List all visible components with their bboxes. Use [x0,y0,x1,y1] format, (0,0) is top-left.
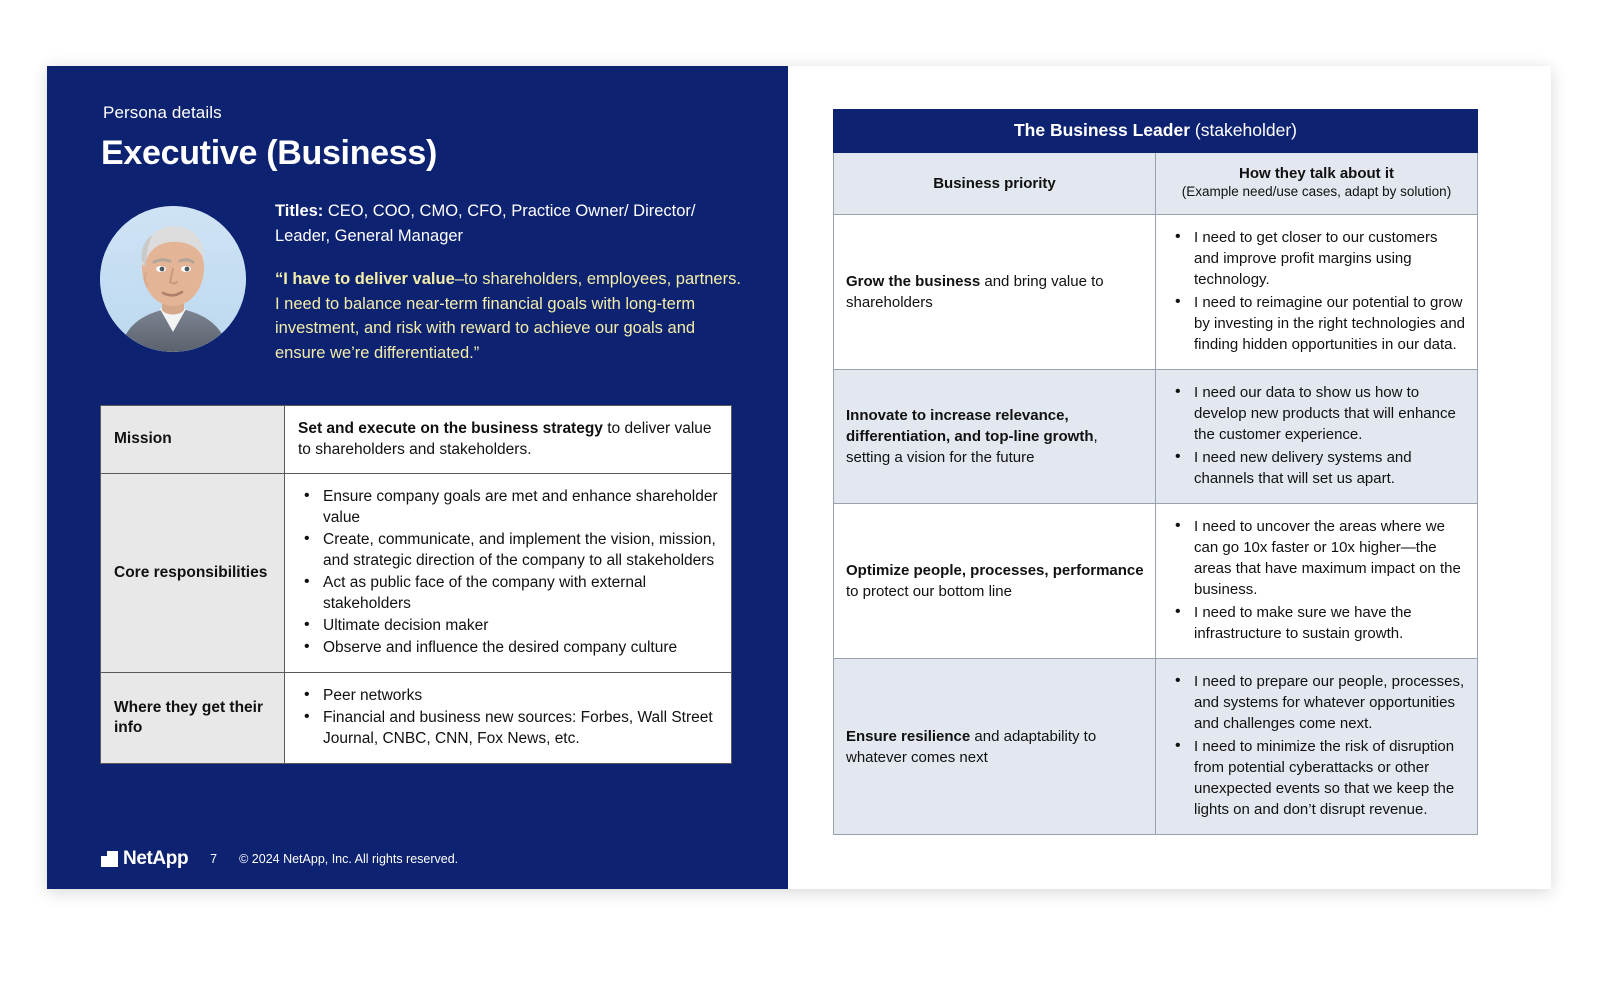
list-item: • Financial and business new sources: Forbes, Wall Street Journal, CNBC, CNN, Fox News, etc. [298,707,718,749]
page-title: Executive (Business) [101,134,438,172]
page-number: 7 [210,852,218,866]
business-leader-title-bold: The Business Leader [1013,120,1191,140]
list-item: • Create, communicate, and implement the vision, mission, and strategic direction of the company to all stakeholders [298,529,718,571]
table-row [834,370,1478,504]
table-row [101,406,732,474]
table-row [834,659,1478,835]
priority-grow-the-business-rest: and bring value to shareholders [846,273,1104,311]
netapp-mark-icon [101,851,118,867]
persona-titles-label: Titles: [275,202,324,220]
row-value-core-responsibilities [285,474,732,673]
list-item: • I need to prepare our people, processes, and systems for whatever opportunities and challenges come next. [1168,671,1466,734]
business-leader-right-panel [788,66,1551,889]
netapp-logo [101,848,188,870]
row-value-where-they-get-info [285,673,732,764]
row-value-mission [285,406,732,474]
info-sources-list [298,685,718,749]
table-header-row [834,153,1478,215]
eyebrow-label: Persona details [103,103,222,122]
table-row [834,504,1478,659]
row-label-core-responsibilities: Core responsibilities [101,474,285,673]
list-item: • I need to minimize the risk of disruption from potential cyberattacks or other unexpected events so that we keep the lights on and don’t disrupt revenue. [1168,736,1466,820]
priority-ensure-resilience [834,659,1156,835]
column-header-business-priority-label: Business priority [933,174,1056,192]
column-header-how-they-talk-label: How they talk about it [1238,165,1394,182]
list-item: • I need our data to show us how to develop new products that will enhance the customer experience. [1168,382,1466,445]
table-row [101,673,732,764]
talk-ensure-resilience-list [1168,671,1466,820]
column-header-how-they-talk-sub: (Example need/use cases, adapt by solution) [1181,184,1452,199]
priority-optimize-bold: Optimize people, processes, performance [846,562,1144,579]
priority-grow-the-business [834,215,1156,370]
list-item: • Act as public face of the company with external stakeholders [298,572,718,614]
list-item: • Observe and influence the desired company culture [298,637,718,658]
list-item: • Ensure company goals are met and enhance shareholder value [298,486,718,528]
talk-optimize [1156,504,1478,659]
persona-titles-value: CEO, COO, CMO, CFO, Practice Owner/ Director/ Leader, General Manager [275,202,696,245]
business-leader-thead [834,110,1478,215]
list-item: • I need to get closer to our customers and improve profit margins using technology. [1168,227,1466,290]
talk-optimize-list [1168,516,1466,644]
talk-innovate-list [1168,382,1466,489]
list-item: • I need to make sure we have the infrastructure to sustain growth. [1168,602,1466,644]
table-row [834,215,1478,370]
talk-innovate [1156,370,1478,504]
table-row [101,474,732,673]
persona-summary [275,199,745,365]
persona-left-panel [47,66,788,889]
avatar [100,206,246,352]
persona-titles [275,199,745,248]
list-item: • I need to uncover the areas where we can go 10x faster or 10x higher—the areas that have maximum impact on the business. [1168,516,1466,600]
table-title-row [834,110,1478,153]
talk-grow-the-business-list [1168,227,1466,355]
column-header-business-priority [834,153,1156,215]
priority-innovate [834,370,1156,504]
mission-bold-lead: Set and execute on the business strategy [298,420,603,437]
persona-quote-bold: “I have to deliver value [275,270,455,288]
slide-footer [101,849,458,869]
priority-innovate-rest: , setting a vision for the future [846,428,1098,466]
executive-headshot-icon [100,206,246,352]
business-leader-title-rest: (stakeholder) [1190,120,1298,140]
persona-quote-rest: –to shareholders, employees, partners. I need to balance near-term financial goals with long-term investment, and risk with reward to achieve our goals and ensure we’re differentiated.” [275,270,741,362]
priority-optimize [834,504,1156,659]
column-header-how-they-talk [1156,153,1478,215]
persona-details-table [100,405,732,764]
slide [47,66,1551,889]
priority-innovate-bold: Innovate to increase relevance, differentiation, and top-line growth [846,407,1094,445]
copyright-text: © 2024 NetApp, Inc. All rights reserved. [239,852,459,866]
priority-ensure-resilience-bold: Ensure resilience [846,727,971,745]
persona-quote [275,267,745,365]
row-label-mission: Mission [101,406,285,474]
priority-optimize-rest: to protect our bottom line [846,583,1012,600]
talk-ensure-resilience [1156,659,1478,835]
business-leader-title [834,110,1478,153]
talk-grow-the-business [1156,215,1478,370]
list-item: • I need new delivery systems and channels that will set us apart. [1168,447,1466,489]
mission-text: to deliver value to shareholders and stakeholders. [298,420,712,458]
list-item: • Peer networks [298,685,718,706]
business-leader-tbody [834,215,1478,835]
netapp-mark-right-bar [107,851,118,867]
priority-ensure-resilience-rest: and adaptability to whatever comes next [846,727,1097,766]
list-item: • I need to reimagine our potential to grow by investing in the right technologies and finding hidden opportunities in our data. [1168,292,1466,355]
row-label-where-they-get-info: Where they get their info [101,673,285,764]
persona-details-tbody [101,406,732,764]
netapp-wordmark: NetApp [123,848,189,869]
list-item: • Ultimate decision maker [298,615,718,636]
core-responsibilities-list [298,486,718,658]
business-leader-table [833,109,1478,835]
priority-grow-the-business-bold: Grow the business [846,273,981,290]
